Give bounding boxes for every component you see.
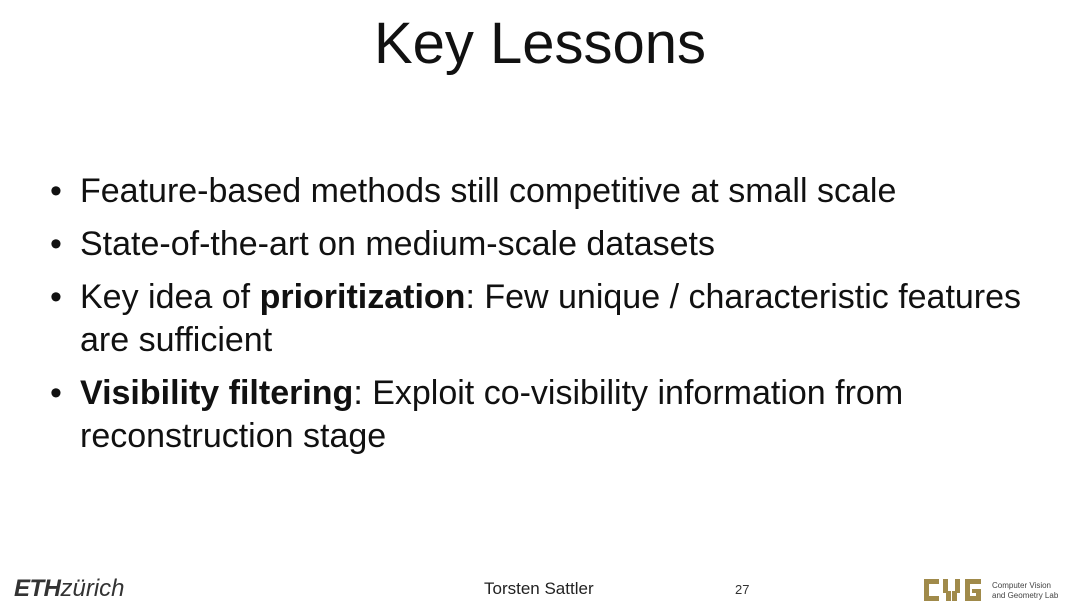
bullet-dot: • bbox=[50, 225, 62, 263]
cvg-logo-icon bbox=[922, 574, 984, 606]
bullet-item bbox=[50, 170, 1050, 213]
footer-author: Torsten Sattler bbox=[484, 579, 594, 598]
bullet-dot: • bbox=[50, 374, 62, 412]
bullet-dot: • bbox=[50, 278, 62, 316]
page-number: 27 bbox=[735, 582, 750, 597]
bullet-text-rest: : Few unique / characteristic features are sufficient bbox=[80, 278, 1022, 359]
bullet-bold-text: Visibility filtering bbox=[80, 374, 354, 412]
lab-name-line-2: and Geometry Lab bbox=[992, 591, 1059, 600]
eth-logo-rest: zürich bbox=[60, 575, 125, 602]
bullet-text-rest: : Exploit co-visibility information from reconstruction stage bbox=[80, 374, 904, 455]
eth-logo-bold: ETH bbox=[14, 575, 61, 602]
lab-name-line-1: Computer Vision bbox=[992, 581, 1051, 590]
eth-zurich-logo bbox=[14, 574, 125, 604]
bullet-text: State-of-the-art on medium-scale datasets bbox=[80, 225, 715, 263]
bullet-dot: • bbox=[50, 172, 62, 210]
slide-title: Key Lessons bbox=[373, 11, 707, 76]
cvg-lab-name bbox=[992, 581, 1058, 601]
bullet-list bbox=[50, 170, 1050, 468]
bullet-item bbox=[50, 276, 1050, 362]
bullet-text: Feature-based methods still competitive at small scale bbox=[80, 172, 897, 210]
bullet-item bbox=[50, 223, 1050, 266]
bullet-text: Key idea of bbox=[80, 278, 260, 316]
bullet-bold-text: prioritization bbox=[259, 278, 466, 316]
bullet-item bbox=[50, 372, 1050, 458]
